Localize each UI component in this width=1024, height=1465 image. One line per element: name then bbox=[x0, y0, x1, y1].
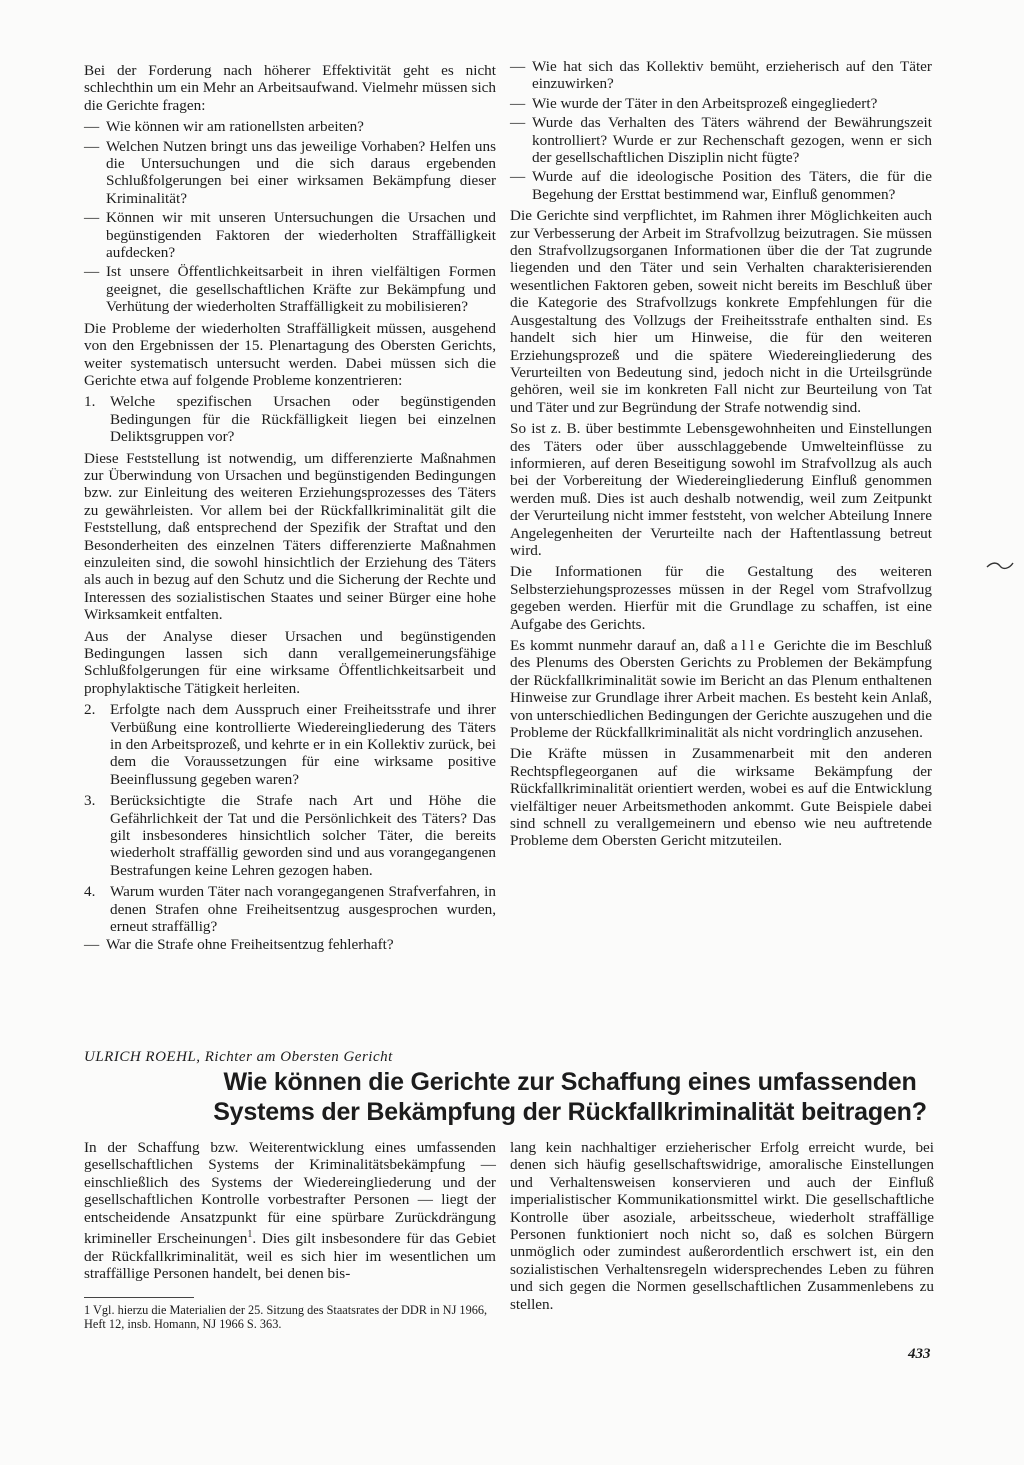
body-paragraph: So ist z. B. über bestimmte Lebensgewohnheiten und Einstellungen des Täters oder über ausschlaggebende Umwelteinflüsse zu informieren, auf deren Beseitigung sowohl im Strafvollzug als auch bei der Vorbereitung der Wiedereingliederung Einfluß genommen werden muß. Dies ist auch deshalb notwendig, weil zum Zeitpunkt der Verurteilung nicht immer feststeht, von welcher Abteilung Innere Angelegenheiten der Verurteilte nach der Haftentlassung betreut wird. bbox=[510, 420, 932, 559]
question-text: Wurde auf die ideologische Position des Täters, die für die Begehung der Ersttat bestimmend war, Einfluß genommen? bbox=[532, 168, 932, 203]
footnote: 1 Vgl. hierzu die Materialien der 25. Sitzung des Staatsrates der DDR in NJ 1966, Heft 12, insb. Homann, NJ 1966 S. 363. bbox=[84, 1303, 488, 1331]
numbered-question bbox=[84, 701, 496, 788]
question-text: Können wir mit unseren Untersuchungen die Ursachen und begünstigenden Faktoren der wiederholten Straffälligkeit aufdecken? bbox=[106, 209, 496, 262]
problems-paragraph: Die Probleme der wiederholten Straffälligkeit müssen, ausgehend von den Ergebnissen der 15. Plenartagung des Obersten Gerichts, weiter systematisch untersucht werden. Dabei müssen sich die Gerichte etwa auf folgende Probleme konzentrieren: bbox=[84, 319, 496, 389]
body-paragraph bbox=[510, 637, 932, 741]
numbered-question bbox=[84, 792, 496, 879]
question-text: Wie hat sich das Kollektiv bemüht, erzieherisch auf den Täter einzuwirken? bbox=[532, 58, 932, 93]
dash-mark: — bbox=[84, 935, 100, 953]
author-byline: ULRICH ROEHL, Richter am Obersten Gericht bbox=[84, 1049, 393, 1065]
question-item bbox=[510, 58, 932, 93]
left-column bbox=[84, 62, 496, 955]
dash-mark: — bbox=[84, 209, 100, 227]
question-text: Erfolgte nach dem Ausspruch einer Freiheitsstrafe und ihrer Verbüßung eine kontrollierte Wiedereingliederung des Täters in den Arbeitsprozeß, und kehrte er in ein Kollektiv zurück, bei dem die Voraussetzungen für eine wirksame positive Beeinflussung gegeben waren? bbox=[110, 701, 496, 788]
question-item bbox=[84, 936, 496, 953]
question-text: Wie können wir am rationellsten arbeiten? bbox=[106, 118, 364, 136]
intro-paragraph: Bei der Forderung nach höherer Effektivität geht es nicht schlechthin um ein Mehr an Arbeitsaufwand. Vielmehr müssen sich die Gerichte fragen: bbox=[84, 62, 496, 114]
text-run: Gerichte die im Beschluß des Plenums des Obersten Gerichts zu Problemen der Bekämpfung der Rückfallkriminalität sowie im Bericht an das Plenum enthaltenen Hinweise zur Grundlage ihrer Arbeit machen. Es besteht kein Anlaß, von unterschiedlichen Bedingungen der Gerichte auszugehen und die Probleme der Rückfallkriminalität als nicht vordringlich anzusehen. bbox=[510, 637, 932, 742]
question-text: Berücksichtigte die Strafe nach Art und Höhe die Gefährlichkeit der Tat und die Persönlichkeit des Täters? Das gilt insbesonderes hinsichtlich solcher Täter, die bereits wiederholt straffällig geworden sind und aus vorangegangenen Bestrafungen keine Lehren gezogen haben. bbox=[110, 792, 496, 879]
body-paragraph: Die Informationen für die Gestaltung des weiteren Selbsterziehungsprozesses müssen in der Regel vom Strafvollzug gegeben werden. Hierfür mit die Grundlage zu schaffen, ist eine Aufgabe des Gerichts. bbox=[510, 563, 932, 633]
body-paragraph: Die Kräfte müssen in Zusammenarbeit mit den anderen Rechtspflegeorganen auf die wirksame Bekämpfung der Rückfallkriminalität orientiert werden, wobei es auf die Entwicklung vielfältiger neuer Arbeitsmethoden ankommt. Gute Beispiele dabei sind schnell zu verallgemeinern und ebenso wie neu auftretende Probleme dem Obersten Gericht mitzuteilen. bbox=[510, 745, 932, 850]
dash-mark: — bbox=[510, 168, 526, 186]
footnote-divider bbox=[84, 1297, 194, 1298]
text-run: . Dies gilt insbesondere für das Gebiet der Rückfallkriminalität, weil es sich hier im wesentlichen um straffällige Personen handelt, bei denen bis- bbox=[84, 1230, 496, 1282]
question-text: War die Strafe ohne Freiheitsentzug fehlerhaft? bbox=[106, 935, 394, 953]
dash-mark: — bbox=[84, 263, 100, 281]
body-paragraph bbox=[84, 1139, 496, 1282]
body-paragraph: Diese Feststellung ist notwendig, um differenzierte Maßnahmen zur Überwindung von Ursachen und begünstigenden Bedingungen bzw. zur Einleitung des weiteren Erziehungsprozesses des Täters zu gewährleisten. Vor allem bei der Rückfallkriminalität gilt die Feststellung, daß entsprechend der Spezifik der Straftat und den Besonderheiten des einzelnen Täters differenzierte Maßnahmen einzuleiten sind, die sowohl hinsichtlich der Erziehung des Täters als auch in bezug auf den Schutz und die Sicherung der Rechte und Interessen des sozialistischen Staates und seiner Bürger eine hohe Wirksamkeit entfalten. bbox=[84, 449, 496, 624]
question-number: 2. bbox=[84, 701, 96, 719]
footnote-ref: 1 bbox=[247, 1229, 253, 1241]
emphasized-word: alle bbox=[730, 637, 769, 654]
numbered-question bbox=[84, 883, 496, 935]
dash-mark: — bbox=[510, 94, 526, 112]
article-left-column bbox=[84, 1139, 496, 1286]
text-run: Es kommt nunmehr darauf an, daß bbox=[510, 637, 726, 654]
right-column bbox=[510, 58, 932, 854]
question-text: Welchen Nutzen bringt uns das jeweilige Vorhaben? Helfen uns die Untersuchungen und die sich daraus ergebenden Schlußfolgerungen bei einer wirksamen Bekämpfung dieser Kriminalität? bbox=[106, 137, 496, 207]
question-item bbox=[84, 118, 496, 135]
page-number: 433 bbox=[908, 1346, 931, 1362]
dash-mark: — bbox=[84, 118, 100, 136]
question-item bbox=[510, 95, 932, 112]
question-item bbox=[510, 114, 932, 166]
margin-mark-icon bbox=[985, 558, 1015, 577]
dash-mark: — bbox=[84, 137, 100, 155]
body-paragraph: Die Gerichte sind verpflichtet, im Rahmen ihrer Möglichkeiten auch zur Verbesserung der Arbeit im Strafvollzug beizutragen. Sie müssen den Strafvollzugsorganen Informationen über die der Tat zugrunde liegenden und den Täter und sein Verhalten charakterisierenden wesentlichen Faktoren geben, soweit nicht bereits im Beschluß über die Kategorie des Strafvollzugs konkrete Empfehlungen für die Ausgestaltung des Vollzugs der Freiheitsstrafe enthalten sind. Es handelt sich hier um Hinweise, die für den weiteren Erziehungsprozeß und die spätere Wiedereingliederung des Verurteilten von Bedeutung sind, jedoch nicht in die Urteilsgründe gehören, weil sie im konkreten Fall nicht zur Beurteilung von Tat und Täter und zur Begründung der Strafe notwendig sind. bbox=[510, 207, 932, 416]
dash-mark: — bbox=[510, 114, 526, 132]
question-text: Welche spezifischen Ursachen oder begünstigenden Bedingungen für die Rückfälligkeit liegen bei einzelnen Deliktsgruppen vor? bbox=[110, 393, 496, 446]
question-text: Ist unsere Öffentlichkeitsarbeit in ihren vielfältigen Formen geeignet, die gesellschaftlichen Kräfte zur Bekämpfung und Verhütung der wiederholten Straffälligkeit zu mobilisieren? bbox=[106, 263, 496, 316]
question-number: 4. bbox=[84, 883, 96, 901]
question-item bbox=[510, 168, 932, 203]
text-run: In der Schaffung bzw. Weiterentwicklung eines umfassenden gesellschaftlichen Systems der Kriminalitätsbekämpfung — einschließlich des Systems der Wiedereingliederung und der gesellschaftlichen Kontrolle vorbestrafter Personen — liegt der entscheidende Ansatzpunkt für eine spürbare Zurückdrängung krimineller Erscheinungen bbox=[84, 1139, 496, 1248]
question-number: 3. bbox=[84, 792, 96, 810]
dash-mark: — bbox=[510, 58, 526, 75]
article-headline: Wie können die Gerichte zur Schaffung eines umfassenden Systems der Bekämpfung der Rückfallkriminalität beitragen? bbox=[213, 1068, 927, 1126]
question-item bbox=[84, 263, 496, 315]
question-text: Wurde das Verhalten des Täters während der Bewährungszeit kontrolliert? Wurde er zur Rechenschaft gezogen, wenn er sich der gesellschaftlichen Disziplin nicht fügte? bbox=[532, 114, 932, 167]
body-paragraph: Aus der Analyse dieser Ursachen und begünstigenden Bedingungen lassen sich dann verallgemeinerungsfähige Schlußfolgerungen für eine wirksame Öffentlichkeitsarbeit und prophylaktische Tätigkeit herleiten. bbox=[84, 627, 496, 697]
article-right-column bbox=[510, 1139, 934, 1317]
body-paragraph: lang kein nachhaltiger erzieherischer Erfolg erreicht wurde, bei denen sich häufig gesellschaftswidrige, amoralische Einstellungen und Verhaltensweisen konservieren und auch der Einfluß imperialistischer Kommunikationsmittel wirkt. Die gesellschaftliche Kontrolle über asoziale, arbeitsscheue, wiederholt straffällige Personen funktioniert noch nicht so, daß es solchen Bürgern unmöglich oder zumindest außerordentlich erschwert ist, ein den sozialistischen Verhaltensregeln widersprechendes Leben zu führen und sich gegen die Normen gesellschaftlichen Zusammenlebens zu stellen. bbox=[510, 1139, 934, 1313]
question-item bbox=[84, 138, 496, 208]
question-text: Warum wurden Täter nach vorangegangenen Strafverfahren, in denen Strafen ohne Freiheitsentzug ausgesprochen wurden, erneut straffällig? bbox=[110, 883, 496, 936]
question-number: 1. bbox=[84, 393, 96, 411]
question-text: Wie wurde der Täter in den Arbeitsprozeß eingegliedert? bbox=[532, 94, 878, 112]
question-item bbox=[84, 209, 496, 261]
numbered-question bbox=[84, 393, 496, 445]
